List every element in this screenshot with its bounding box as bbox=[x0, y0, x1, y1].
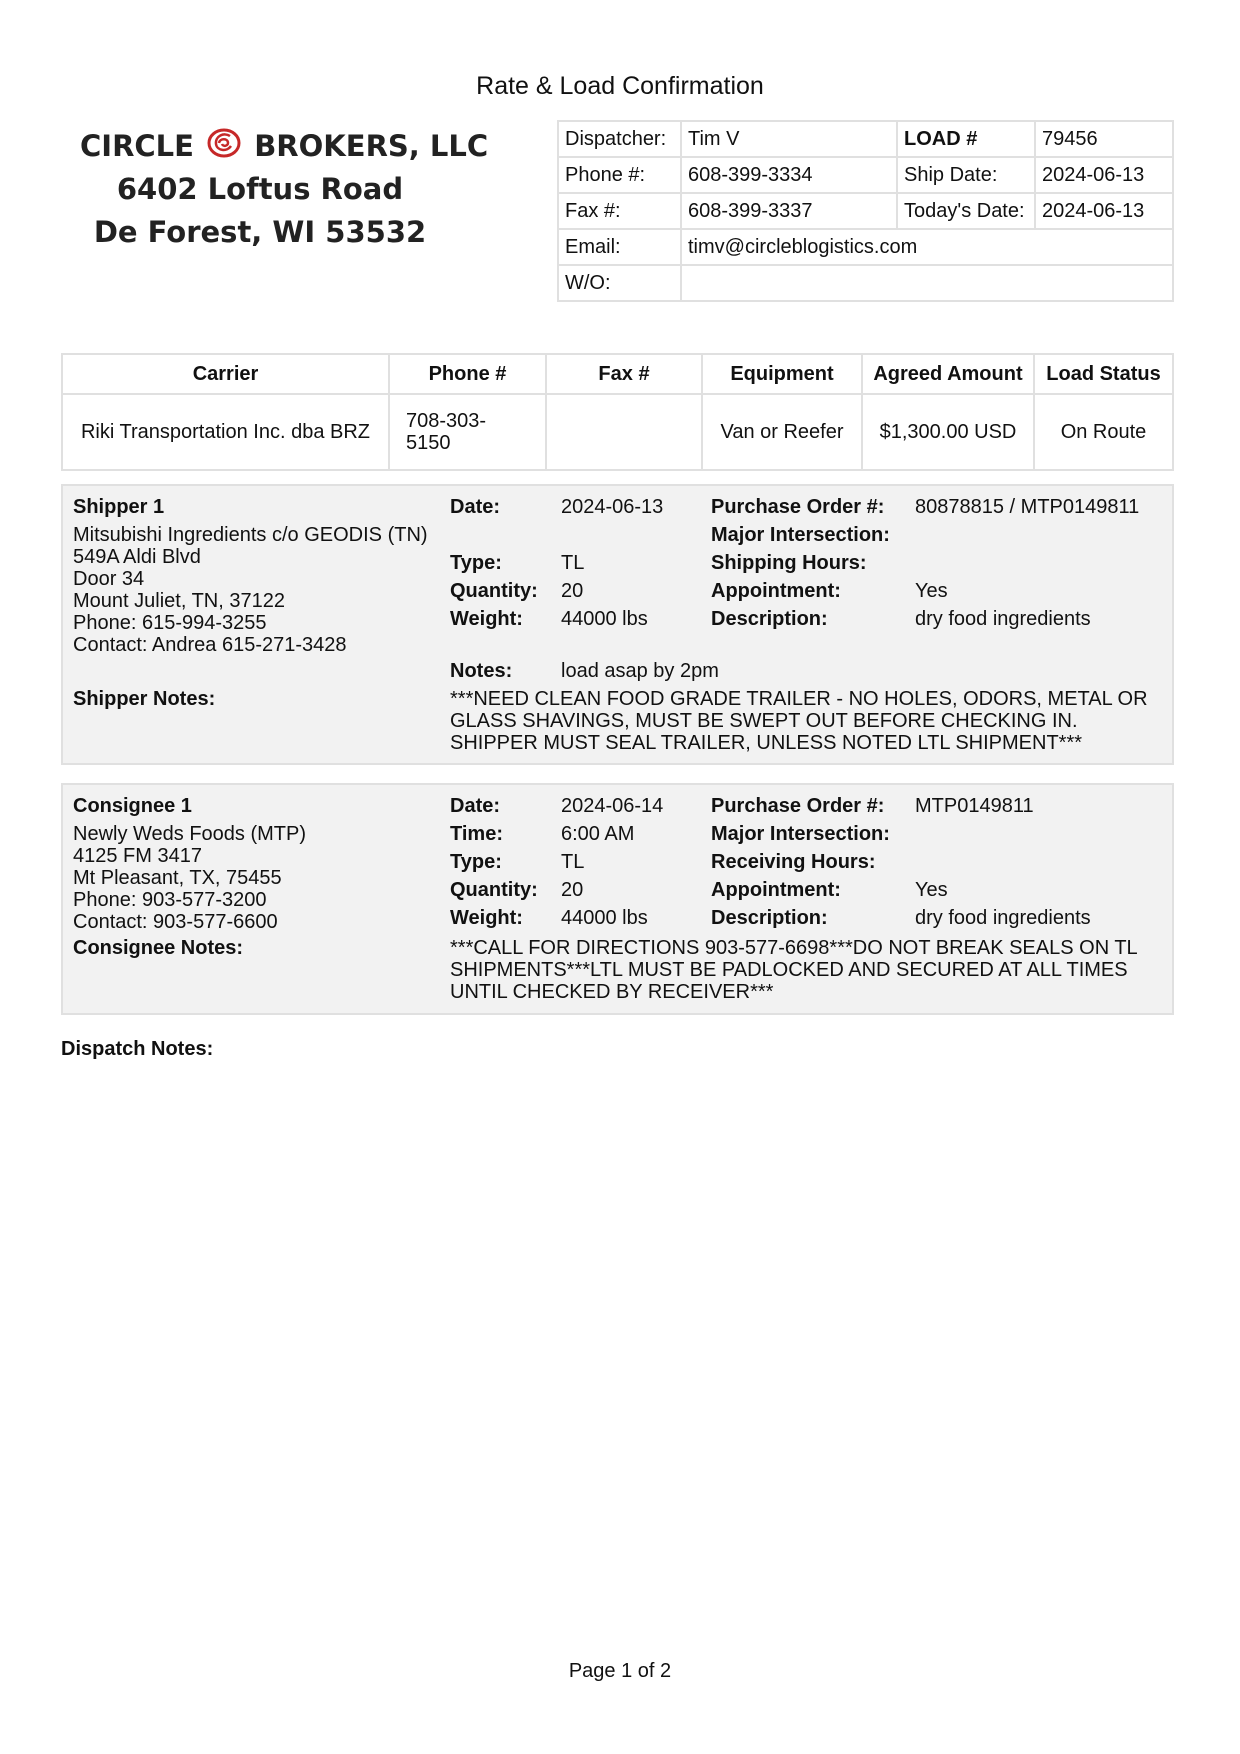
logo-line-2: 6402 Loftus Road bbox=[116, 172, 404, 206]
consignee-po-label: Purchase Order #: bbox=[711, 795, 885, 817]
carrier-table bbox=[61, 353, 1174, 471]
agreed-amount-header: Agreed Amount bbox=[862, 354, 1034, 394]
consignee-type-value: TL bbox=[561, 851, 585, 873]
carrier-equipment: Van or Reefer bbox=[702, 394, 862, 470]
shipper-type-label: Type: bbox=[450, 552, 502, 574]
consignee-heading: Consignee 1 bbox=[73, 795, 192, 817]
agreed-amount: $1,300.00 USD bbox=[862, 394, 1034, 470]
load-number-label: LOAD # bbox=[897, 121, 1035, 157]
phone-header: Phone # bbox=[389, 354, 546, 394]
shipper-weight-label: Weight: bbox=[450, 608, 523, 630]
shipper-quantity-label: Quantity: bbox=[450, 580, 538, 602]
shipper-panel bbox=[61, 484, 1174, 765]
carrier-fax bbox=[546, 394, 702, 470]
carrier-phone-line-2: 5150 bbox=[406, 432, 451, 454]
consignee-intersection-label: Major Intersection: bbox=[711, 823, 890, 845]
shipper-notes-short-label: Notes: bbox=[450, 660, 513, 682]
consignee-weight-label: Weight: bbox=[450, 907, 523, 929]
load-status: On Route bbox=[1034, 394, 1173, 470]
consignee-quantity-label: Quantity: bbox=[450, 879, 538, 901]
table-row bbox=[62, 394, 1173, 470]
load-number-value: 79456 bbox=[1035, 121, 1173, 157]
consignee-date-value: 2024-06-14 bbox=[561, 795, 664, 817]
dispatcher-label: Dispatcher: bbox=[558, 121, 681, 157]
todays-date-label: Today's Date: bbox=[897, 193, 1035, 229]
receiving-hours-label: Receiving Hours: bbox=[711, 851, 876, 873]
consignee-description-label: Description: bbox=[711, 907, 828, 929]
shipper-description-label: Description: bbox=[711, 608, 828, 630]
consignee-appointment-value: Yes bbox=[915, 879, 948, 901]
address-line: 4125 FM 3417 bbox=[73, 845, 202, 867]
shipper-notes-label: Shipper Notes: bbox=[73, 688, 216, 710]
shipper-date-label: Date: bbox=[450, 496, 501, 518]
fax-value: 608-399-3337 bbox=[681, 193, 897, 229]
consignee-time-label: Time: bbox=[450, 823, 503, 845]
page-title: Rate & Load Confirmation bbox=[476, 72, 764, 100]
address-line: Newly Weds Foods (MTP) bbox=[73, 823, 307, 845]
work-order-label: W/O: bbox=[558, 265, 681, 301]
shipper-type-value: TL bbox=[561, 552, 585, 574]
ship-date-label: Ship Date: bbox=[897, 157, 1035, 193]
shipper-address bbox=[73, 524, 428, 656]
address-line: Phone: 615-994-3255 bbox=[73, 612, 267, 634]
address-line: Mitsubishi Ingredients c/o GEODIS (TN) bbox=[73, 524, 428, 546]
phone-label: Phone #: bbox=[558, 157, 681, 193]
address-line: Contact: Andrea 615-271-3428 bbox=[73, 634, 347, 656]
work-order-value bbox=[681, 265, 1173, 301]
address-line: Contact: 903-577-6600 bbox=[73, 911, 278, 933]
logo-line-3: De Forest, WI 53532 bbox=[93, 215, 427, 249]
shipper-quantity-value: 20 bbox=[561, 580, 584, 602]
consignee-date-label: Date: bbox=[450, 795, 501, 817]
consignee-quantity-value: 20 bbox=[561, 879, 584, 901]
consignee-notes-label: Consignee Notes: bbox=[73, 937, 244, 959]
load-status-header: Load Status bbox=[1034, 354, 1173, 394]
shipping-hours-label: Shipping Hours: bbox=[711, 552, 867, 574]
address-line: Mount Juliet, TN, 37122 bbox=[73, 590, 285, 612]
shipper-weight-value: 44000 lbs bbox=[561, 608, 648, 630]
company-logo bbox=[80, 124, 489, 254]
carrier-name: Riki Transportation Inc. dba BRZ bbox=[62, 394, 389, 470]
shipper-po-label: Purchase Order #: bbox=[711, 496, 885, 518]
shipper-date-value: 2024-06-13 bbox=[561, 496, 664, 518]
consignee-description-value: dry food ingredients bbox=[915, 907, 1091, 929]
page-number: Page 1 of 2 bbox=[568, 1660, 672, 1682]
phone-value: 608-399-3334 bbox=[681, 157, 897, 193]
consignee-type-label: Type: bbox=[450, 851, 502, 873]
circle-logo-icon bbox=[206, 127, 242, 159]
consignee-appointment-label: Appointment: bbox=[711, 879, 841, 901]
logo-line-1 bbox=[80, 124, 489, 168]
shipper-appointment-label: Appointment: bbox=[711, 580, 841, 602]
dispatch-notes-label: Dispatch Notes: bbox=[61, 1038, 214, 1060]
consignee-panel bbox=[61, 783, 1174, 1015]
shipper-po-value: 80878815 / MTP0149811 bbox=[915, 496, 1140, 518]
dispatch-info-table bbox=[557, 120, 1174, 302]
equipment-header: Equipment bbox=[702, 354, 862, 394]
ship-date-value: 2024-06-13 bbox=[1035, 157, 1173, 193]
dispatcher-value: Tim V bbox=[681, 121, 897, 157]
consignee-weight-value: 44000 lbs bbox=[561, 907, 648, 929]
address-line: 549A Aldi Blvd bbox=[73, 546, 201, 568]
shipper-notes-short-value: load asap by 2pm bbox=[561, 660, 719, 682]
shipper-appointment-value: Yes bbox=[915, 580, 948, 602]
consignee-time-value: 6:00 AM bbox=[561, 823, 635, 845]
carrier-phone-line-1: 708-303- bbox=[406, 410, 487, 432]
shipper-description-value: dry food ingredients bbox=[915, 608, 1091, 630]
consignee-notes-text: ***CALL FOR DIRECTIONS 903-577-6698***DO NOT BREAK SEALS ON TL SHIPMENTS***LTL MUST BE PADLOCKED AND SECURED AT ALL TIMES UNTIL CHECKED BY RECEIVER*** bbox=[450, 937, 1137, 1003]
fax-label: Fax #: bbox=[558, 193, 681, 229]
email-value: timv@circleblogistics.com bbox=[681, 229, 1173, 265]
consignee-address bbox=[73, 823, 306, 933]
email-label: Email: bbox=[558, 229, 681, 265]
fax-header: Fax # bbox=[546, 354, 702, 394]
todays-date-value: 2024-06-13 bbox=[1035, 193, 1173, 229]
carrier-header: Carrier bbox=[62, 354, 389, 394]
consignee-po-value: MTP0149811 bbox=[915, 795, 1034, 817]
shipper-heading: Shipper 1 bbox=[73, 496, 165, 518]
address-line: Door 34 bbox=[73, 568, 145, 590]
logo-word-circle: CIRCLE bbox=[80, 129, 194, 163]
shipper-notes-text: ***NEED CLEAN FOOD GRADE TRAILER - NO HOLES, ODORS, METAL OR GLASS SHAVINGS, MUST BE SWEPT OUT BEFORE CHECKING IN. SHIPPER MUST SEAL TRAILER, UNLESS NOTED LTL SHIPMENT*** bbox=[450, 688, 1148, 754]
address-line: Phone: 903-577-3200 bbox=[73, 889, 267, 911]
address-line: Mt Pleasant, TX, 75455 bbox=[73, 867, 282, 889]
logo-word-brokers: BROKERS, LLC bbox=[254, 129, 489, 163]
shipper-intersection-label: Major Intersection: bbox=[711, 524, 890, 546]
carrier-phone bbox=[389, 394, 546, 470]
